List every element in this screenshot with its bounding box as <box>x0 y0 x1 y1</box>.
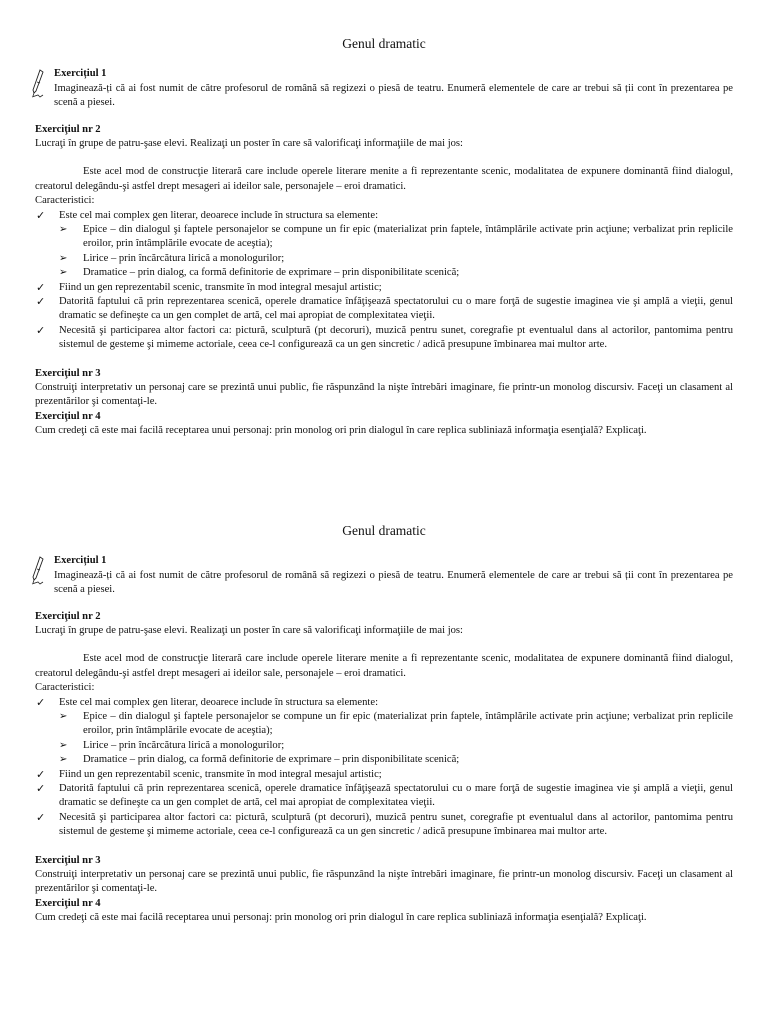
exercise-3-text: Construiţi interpretativ un personaj care se prezintă unui public, fie răspunzând la nişte întrebări imaginare, fie printr-un monolog discursiv. Faceţi un clasament al prezentărilor şi comentaţi-le. <box>35 869 733 895</box>
exercise-2-heading: Exerciţiul nr 2 <box>35 123 101 135</box>
checkmark-icon: ✓ <box>36 209 46 222</box>
exercise-3-heading: Exerciţiul nr 3 <box>35 367 101 379</box>
characteristics-label: Caracteristici: <box>35 195 95 207</box>
characteristic-item: ✓ Datorită faptului că prin reprezentarea scenică, operele dramatice înfăţişează spectatorului cu o mare forţă de sugestie imaginea vie şi amplă a vieţii, genul dramatic se defineşte ca un gen complet de artă, cel mai apropiat de complexitatea vieţii. <box>36 296 733 322</box>
exercise-4 <box>35 410 733 439</box>
subtype-item: ➢ Dramatice – prin dialog, ca formă definitorie de exprimare – prin disponibilitate scenică; <box>59 267 460 279</box>
characteristic-item: ✓ Fiind un gen reprezentabil scenic, transmite în mod integral mesajul artistic; <box>36 768 382 781</box>
checkmark-icon: ✓ <box>36 281 46 294</box>
exercise-1 <box>35 554 733 597</box>
exercise-1-heading: Exercițiul 1 <box>54 68 107 80</box>
arrowhead-icon: ➢ <box>59 739 68 751</box>
worksheet-copy-1 <box>35 35 733 439</box>
characteristic-item: ✓ Datorită faptului că prin reprezentarea scenică, operele dramatice înfăţişează spectatorului cu o mare forţă de sugestie imaginea vie şi amplă a vieţii, genul dramatic se defineşte ca un gen complet de artă, cel mai apropiat de complexitatea vieţii. <box>36 783 733 809</box>
exercise-3 <box>35 367 733 410</box>
definition-text: Este acel mod de construcţie literară care include operele literare menite a fi reprezentante scenic, modalitatea de expunere dominantă fiind dialogul, creatorul delegându-şi astfel drept mesageri ai ideilor sale, personajele – eroi dramatici. <box>35 653 733 679</box>
subtype-item: ➢ Lirice – prin încărcătura lirică a monologurilor; <box>59 739 285 751</box>
exercise-3 <box>35 854 733 897</box>
subtype-list <box>59 223 733 281</box>
subtype-item: ➢ Epice – din dialogul şi faptele personajelor se compune un fir epic (materializat prin faptele, întâmplările activate prin acţiune; verbalizat prin replicile eroilor, prin întâmplările evocate de aceştia); <box>59 711 733 737</box>
subtype-list <box>59 710 733 768</box>
exercise-2-text: Lucraţi în grupe de patru-şase elevi. Realizaţi un poster în care să valorificaţi informaţiile de mai jos: <box>35 137 464 149</box>
checkmark-icon: ✓ <box>36 696 46 709</box>
exercise-2-heading: Exerciţiul nr 2 <box>35 610 101 622</box>
checkmark-icon: ✓ <box>36 783 46 796</box>
page-title: Genul dramatic <box>342 523 426 538</box>
exercise-4-text: Cum credeţi că este mai facilă receptarea unui personaj: prin monolog ori prin dialogul în care replica subliniază informaţia esenţială? Explicaţi. <box>35 425 647 437</box>
exercise-1 <box>35 67 733 110</box>
characteristics-list <box>35 696 733 840</box>
exercise-1-text: Imaginează-ți că ai fost numit de către profesorul de română să regizezi o piesă de teatru. Enumeră elementele de care ar trebui să ții cont în prezentarea pe scenă a piesei. <box>54 82 733 109</box>
pencil-icon <box>31 69 45 99</box>
subtype-item: ➢ Dramatice – prin dialog, ca formă definitorie de exprimare – prin disponibilitate scenică; <box>59 754 460 766</box>
arrowhead-icon: ➢ <box>59 711 68 723</box>
exercise-2 <box>35 123 733 353</box>
checkmark-icon: ✓ <box>36 811 46 824</box>
characteristic-item: ✓ Necesită şi participarea altor factori ca: pictură, sculptură (pt decoruri), muzică pentru sunet, coregrafie pt eventualul dans al actorilor, pantomima pentru sistemul de gesteme şi mimeme actoriale, ceea ce-l configurează ca un gen sincretic / adică presupune îmbinarea mai multor arte. <box>36 811 733 838</box>
subtype-item: ➢ Epice – din dialogul şi faptele personajelor se compune un fir epic (materializat prin faptele, întâmplările activate prin acţiune; verbalizat prin replicile eroilor, prin întâmplările evocate de aceştia); <box>59 224 733 250</box>
characteristic-item: ✓ Necesită şi participarea altor factori ca: pictură, sculptură (pt decoruri), muzică pentru sunet, coregrafie pt eventualul dans al actorilor, pantomima pentru sistemul de gesteme şi mimeme actoriale, ceea ce-l configurează ca un gen sincretic / adică presupune îmbinarea mai multor arte. <box>36 324 733 351</box>
exercise-2 <box>35 610 733 840</box>
page-title: Genul dramatic <box>342 36 426 51</box>
exercise-1-text: Imaginează-ți că ai fost numit de către profesorul de română să regizezi o piesă de teatru. Enumeră elementele de care ar trebui să ții cont în prezentarea pe scenă a piesei. <box>54 569 733 596</box>
subtype-item: ➢ Lirice – prin încărcătura lirică a monologurilor; <box>59 252 285 264</box>
exercise-2-text: Lucraţi în grupe de patru-şase elevi. Realizaţi un poster în care să valorificaţi informaţiile de mai jos: <box>35 624 464 636</box>
exercise-4-heading: Exerciţiul nr 4 <box>35 897 101 909</box>
arrowhead-icon: ➢ <box>59 224 68 236</box>
exercise-4-heading: Exerciţiul nr 4 <box>35 410 101 422</box>
characteristics-label: Caracteristici: <box>35 682 95 694</box>
exercise-4-text: Cum credeţi că este mai facilă receptarea unui personaj: prin monolog ori prin dialogul în care replica subliniază informaţia esenţială? Explicaţi. <box>35 912 647 924</box>
characteristic-item: ✓ Fiind un gen reprezentabil scenic, transmite în mod integral mesajul artistic; <box>36 281 382 294</box>
pencil-icon <box>31 556 45 586</box>
exercise-4 <box>35 897 733 926</box>
characteristics-list <box>35 209 733 353</box>
characteristic-item: ✓ Este cel mai complex gen literar, deoarece include în structura sa elemente: ➢ Epice – din dialogul şi faptele personajelor se compune un fir epic (materializat prin faptele, întâmplările activate prin acţiune; verbalizat prin replicile eroilor, prin întâmplările evocate de aceştia); ➢ Lirice – prin încărcătura lirică a monologurilor; ➢ Dramatice – prin dialog, ca formă definitorie de exprimare – prin disponibilitate scenică; <box>35 209 733 281</box>
exercise-3-heading: Exerciţiul nr 3 <box>35 854 101 866</box>
arrowhead-icon: ➢ <box>59 267 68 279</box>
checkmark-icon: ✓ <box>36 324 46 337</box>
exercise-3-text: Construiţi interpretativ un personaj care se prezintă unui public, fie răspunzând la nişte întrebări imaginare, fie printr-un monolog discursiv. Faceţi un clasament al prezentărilor şi comentaţi-le. <box>35 382 733 408</box>
worksheet-copy-2 <box>35 522 733 926</box>
definition-text: Este acel mod de construcţie literară care include operele literare menite a fi reprezentante scenic, modalitatea de expunere dominantă fiind dialogul, creatorul delegându-şi astfel drept mesageri ai ideilor sale, personajele – eroi dramatici. <box>35 166 733 192</box>
arrowhead-icon: ➢ <box>59 252 68 264</box>
checkmark-icon: ✓ <box>36 768 46 781</box>
arrowhead-icon: ➢ <box>59 754 68 766</box>
characteristic-item: ✓ Este cel mai complex gen literar, deoarece include în structura sa elemente: ➢ Epice – din dialogul şi faptele personajelor se compune un fir epic (materializat prin faptele, întâmplările activate prin acţiune; verbalizat prin replicile eroilor, prin întâmplările evocate de aceştia); ➢ Lirice – prin încărcătura lirică a monologurilor; ➢ Dramatice – prin dialog, ca formă definitorie de exprimare – prin disponibilitate scenică; <box>35 696 733 768</box>
checkmark-icon: ✓ <box>36 296 46 309</box>
exercise-1-heading: Exercițiul 1 <box>54 555 107 567</box>
